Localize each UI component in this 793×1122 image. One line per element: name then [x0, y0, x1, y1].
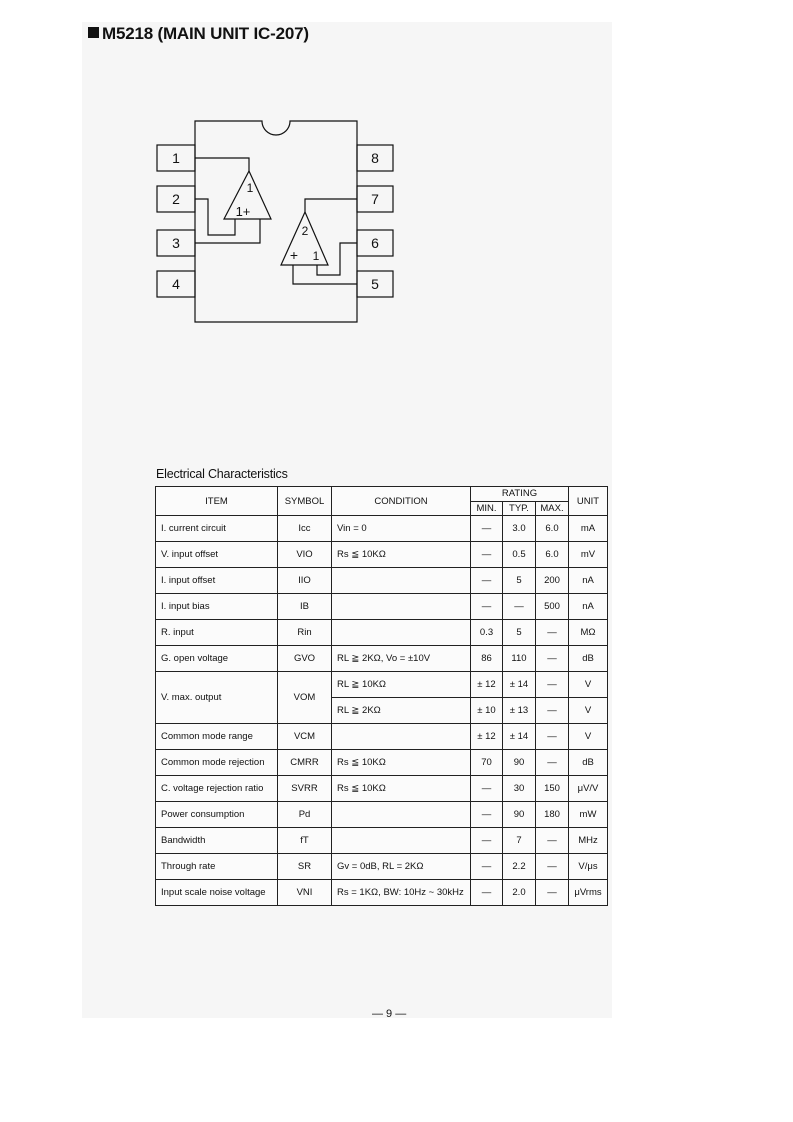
cell-condition: [332, 594, 471, 620]
cell-min: 86: [471, 646, 503, 672]
cell-item: G. open voltage: [156, 646, 278, 672]
cell-symbol: IIO: [278, 568, 332, 594]
cell-symbol: Icc: [278, 516, 332, 542]
cell-max: —: [536, 646, 569, 672]
cell-symbol: VNI: [278, 880, 332, 906]
cell-item: C. voltage rejection ratio: [156, 776, 278, 802]
table-row: [156, 724, 608, 750]
square-bullet-icon: [88, 27, 99, 38]
cell-typ: 0.5: [503, 542, 536, 568]
cell-typ: 110: [503, 646, 536, 672]
pin-label-5: 5: [371, 276, 379, 292]
cell-max: 6.0: [536, 542, 569, 568]
wire-pin7: [305, 199, 357, 212]
cell-unit: V: [569, 698, 608, 724]
table-row: [156, 516, 608, 542]
cell-condition: [332, 724, 471, 750]
cell-min: —: [471, 776, 503, 802]
cell-min: ± 10: [471, 698, 503, 724]
cell-min: —: [471, 542, 503, 568]
cell-symbol: SVRR: [278, 776, 332, 802]
cell-min: —: [471, 802, 503, 828]
cell-typ: ± 13: [503, 698, 536, 724]
header-rating: RATING: [471, 487, 569, 502]
table-title: Electrical Characteristics: [156, 467, 288, 481]
cell-condition: Rs = 1KΩ, BW: 10Hz ~ 30kHz: [332, 880, 471, 906]
cell-condition: Rs ≦ 10KΩ: [332, 542, 471, 568]
cell-max: 500: [536, 594, 569, 620]
cell-item: R. input: [156, 620, 278, 646]
cell-condition: RL ≧ 2KΩ: [332, 698, 471, 724]
cell-typ: 5: [503, 620, 536, 646]
cell-symbol: VOM: [278, 672, 332, 724]
pin-label-2: 2: [172, 191, 180, 207]
amp2-id-label: 2: [301, 224, 309, 238]
cell-condition: Rs ≦ 10KΩ: [332, 750, 471, 776]
cell-condition: Vin = 0: [332, 516, 471, 542]
cell-typ: 30: [503, 776, 536, 802]
cell-condition: Gv = 0dB, RL = 2KΩ: [332, 854, 471, 880]
ic-pinout-diagram: [150, 115, 400, 330]
cell-condition: [332, 620, 471, 646]
cell-unit: nA: [569, 568, 608, 594]
cell-typ: 2.2: [503, 854, 536, 880]
cell-item: Through rate: [156, 854, 278, 880]
cell-condition: RL ≧ 10KΩ: [332, 672, 471, 698]
cell-symbol: GVO: [278, 646, 332, 672]
cell-item: V. input offset: [156, 542, 278, 568]
header-min: MIN.: [471, 501, 503, 516]
cell-typ: —: [503, 594, 536, 620]
cell-typ: 7: [503, 828, 536, 854]
cell-typ: 5: [503, 568, 536, 594]
wire-pin3: [195, 219, 260, 243]
header-unit: UNIT: [569, 487, 608, 516]
cell-min: 0.3: [471, 620, 503, 646]
cell-symbol: IB: [278, 594, 332, 620]
amp2-plus-label: +: [289, 247, 299, 263]
cell-item: Power consumption: [156, 802, 278, 828]
cell-max: 200: [536, 568, 569, 594]
cell-max: —: [536, 828, 569, 854]
table-row: [156, 542, 608, 568]
cell-typ: ± 14: [503, 672, 536, 698]
cell-max: —: [536, 854, 569, 880]
wire-pin2: [195, 199, 235, 235]
cell-unit: V: [569, 724, 608, 750]
cell-condition: [332, 568, 471, 594]
table-row: [156, 828, 608, 854]
cell-condition: [332, 828, 471, 854]
cell-item: V. max. output: [156, 672, 278, 724]
cell-symbol: SR: [278, 854, 332, 880]
cell-max: —: [536, 724, 569, 750]
cell-typ: 90: [503, 750, 536, 776]
cell-max: —: [536, 750, 569, 776]
cell-item: Common mode rejection: [156, 750, 278, 776]
table-row: [156, 646, 608, 672]
page-heading: [88, 24, 309, 44]
cell-item: I. input bias: [156, 594, 278, 620]
wire-pin6: [317, 243, 357, 275]
amp2-minus-label: 1: [312, 249, 320, 263]
header-item: ITEM: [156, 487, 278, 516]
cell-min: —: [471, 594, 503, 620]
cell-condition: RL ≧ 2KΩ, Vo = ±10V: [332, 646, 471, 672]
cell-unit: dB: [569, 646, 608, 672]
cell-unit: V/μs: [569, 854, 608, 880]
cell-unit: mA: [569, 516, 608, 542]
table-row: [156, 594, 608, 620]
cell-item: Input scale noise voltage: [156, 880, 278, 906]
cell-min: —: [471, 568, 503, 594]
cell-item: Bandwidth: [156, 828, 278, 854]
amp1-plus-label: 1+: [235, 204, 251, 219]
cell-symbol: VCM: [278, 724, 332, 750]
cell-unit: mW: [569, 802, 608, 828]
cell-unit: μV/V: [569, 776, 608, 802]
cell-typ: 90: [503, 802, 536, 828]
table-row: [156, 776, 608, 802]
op-amp-2-triangle: [281, 212, 328, 265]
cell-condition: Rs ≦ 10KΩ: [332, 776, 471, 802]
table-row: [156, 672, 608, 698]
cell-min: —: [471, 854, 503, 880]
cell-max: 180: [536, 802, 569, 828]
cell-symbol: Pd: [278, 802, 332, 828]
header-condition: CONDITION: [332, 487, 471, 516]
cell-max: —: [536, 880, 569, 906]
pin-label-3: 3: [172, 235, 180, 251]
table-row: [156, 750, 608, 776]
cell-max: —: [536, 672, 569, 698]
cell-item: Common mode range: [156, 724, 278, 750]
pin-label-7: 7: [371, 191, 379, 207]
cell-min: —: [471, 516, 503, 542]
page-number: — 9 —: [372, 1008, 407, 1020]
pin-label-8: 8: [371, 150, 379, 166]
cell-min: ± 12: [471, 724, 503, 750]
cell-min: ± 12: [471, 672, 503, 698]
cell-max: —: [536, 620, 569, 646]
table-row: [156, 568, 608, 594]
cell-unit: μVrms: [569, 880, 608, 906]
ic-package-body: [195, 121, 357, 322]
cell-min: 70: [471, 750, 503, 776]
cell-unit: V: [569, 672, 608, 698]
cell-symbol: fT: [278, 828, 332, 854]
cell-typ: 2.0: [503, 880, 536, 906]
cell-symbol: Rin: [278, 620, 332, 646]
cell-unit: nA: [569, 594, 608, 620]
pin-label-6: 6: [371, 235, 379, 251]
cell-unit: mV: [569, 542, 608, 568]
table-row: [156, 854, 608, 880]
header-max: MAX.: [536, 501, 569, 516]
pin-label-1: 1: [172, 150, 180, 166]
page-title: M5218 (MAIN UNIT IC-207): [102, 24, 309, 43]
cell-min: —: [471, 828, 503, 854]
table-row: [156, 620, 608, 646]
cell-typ: 3.0: [503, 516, 536, 542]
cell-unit: dB: [569, 750, 608, 776]
cell-symbol: CMRR: [278, 750, 332, 776]
cell-max: 150: [536, 776, 569, 802]
cell-item: I. current circuit: [156, 516, 278, 542]
cell-condition: [332, 802, 471, 828]
pin-label-4: 4: [172, 276, 180, 292]
header-symbol: SYMBOL: [278, 487, 332, 516]
cell-typ: ± 14: [503, 724, 536, 750]
table-header-row: [156, 487, 608, 502]
cell-max: 6.0: [536, 516, 569, 542]
table-row: [156, 880, 608, 906]
cell-item: I. input offset: [156, 568, 278, 594]
cell-symbol: VIO: [278, 542, 332, 568]
electrical-characteristics-table: [155, 486, 608, 906]
header-typ: TYP.: [503, 501, 536, 516]
cell-max: —: [536, 698, 569, 724]
table-row: [156, 802, 608, 828]
cell-unit: MHz: [569, 828, 608, 854]
wire-pin1: [195, 158, 249, 171]
cell-min: —: [471, 880, 503, 906]
amp1-id-label: 1: [246, 181, 254, 195]
cell-unit: MΩ: [569, 620, 608, 646]
